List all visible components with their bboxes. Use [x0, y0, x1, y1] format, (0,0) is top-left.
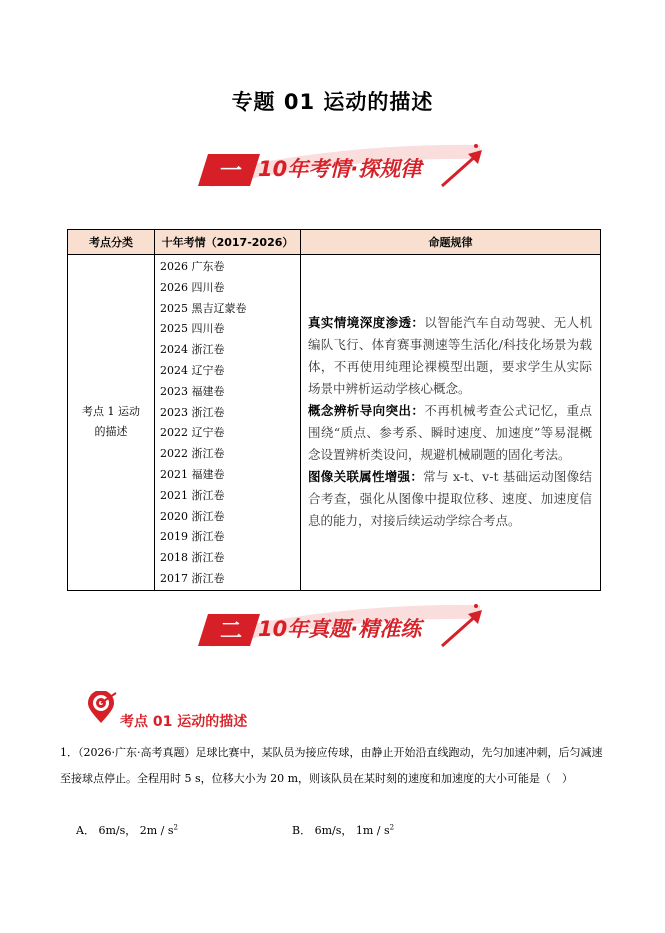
year-item: 2025 黑吉辽蒙卷	[160, 301, 247, 315]
banner-number: 一	[219, 159, 242, 184]
rule-heading: 图像关联属性增强：	[308, 469, 424, 485]
banner-label: 10年真题·精准练	[258, 617, 422, 641]
rule-heading: 真实情境深度渗透：	[308, 315, 425, 331]
year-item: 2018 浙江卷	[160, 551, 225, 565]
point-heading-label: 考点 01 运动的描述	[120, 714, 248, 730]
rule-paragraph	[308, 466, 592, 532]
category-label: 考点 1 运动的描述	[82, 405, 140, 439]
year-item: 2022 浙江卷	[160, 447, 225, 461]
year-item: 2025 四川卷	[160, 322, 225, 336]
table-header-row	[68, 230, 601, 255]
rule-text: 常与 x-t、v-t 基础运动图像结合考查，强化从图像中提取位移、速度、加速度信息的能力，对接后续运动学综合考点。	[308, 469, 592, 529]
point-heading	[84, 691, 384, 730]
rule-text: 以智能汽车自动驾驶、无人机编队飞行、体育赛事测速等生活化/科技化场景为载体，不再使用纯理论裸模型出题，要求学生从实际场景中辨析运动学核心概念。	[308, 315, 592, 397]
rules-cell	[301, 255, 601, 591]
rule-paragraph	[308, 312, 592, 400]
year-item: 2023 浙江卷	[160, 405, 225, 419]
header-category: 考点分类	[68, 230, 155, 255]
year-item: 2024 浙江卷	[160, 343, 225, 357]
header-rules: 命题规律	[301, 230, 601, 255]
header-years: 十年考情（2017-2026）	[155, 230, 301, 255]
year-item: 2024 辽宁卷	[160, 363, 225, 377]
option-speed: 6m/s，	[314, 824, 353, 837]
rule-heading: 概念辨析导向突出：	[308, 403, 425, 419]
page-title: 专题 01 运动的描述	[231, 90, 434, 114]
option-b[interactable]	[292, 822, 394, 838]
option-a[interactable]	[76, 822, 178, 838]
year-item: 2019 浙江卷	[160, 530, 225, 544]
year-item: 2017 浙江卷	[160, 571, 225, 585]
option-exponent: 2	[389, 823, 395, 832]
option-speed: 6m/s，	[98, 824, 137, 837]
year-item: 2021 福建卷	[160, 467, 225, 481]
option-accel: 1m / s	[355, 824, 390, 837]
option-accel: 2m / s	[139, 824, 174, 837]
option-letter: A．	[76, 824, 95, 837]
exam-info-table	[67, 229, 601, 591]
section-banner-2	[180, 600, 500, 656]
question-text: 1．（2026·广东·高考真题）足球比赛中，某队员为接应传球，由静止开始沿直线跑动，先匀加速冲刺，后匀减速至接球点停止。全程用时 5 s，位移大小为 20 m，则该队员在某时刻的速度和加速度的大小可能是（ ）	[60, 746, 603, 785]
category-cell	[68, 255, 155, 591]
rule-paragraph	[308, 400, 592, 466]
banner-number: 二	[219, 619, 242, 644]
option-letter: B．	[292, 824, 312, 837]
section-banner-1	[180, 140, 500, 196]
option-exponent: 2	[173, 823, 178, 832]
year-item: 2022 辽宁卷	[160, 426, 225, 440]
year-item: 2023 福建卷	[160, 384, 225, 398]
year-item: 2021 浙江卷	[160, 488, 225, 502]
year-item: 2026 四川卷	[160, 280, 225, 294]
years-cell	[155, 255, 301, 591]
year-item: 2026 广东卷	[160, 260, 225, 273]
year-item: 2020 浙江卷	[160, 509, 225, 523]
banner-label: 10年考情·探规律	[258, 157, 422, 181]
target-icon	[84, 691, 118, 725]
table-row	[68, 255, 601, 591]
rule-text: 不再机械考查公式记忆，重点围绕“质点、参考系、瞬时速度、加速度”等易混概念设置辨析类设问，规避机械刷题的固化考法。	[308, 403, 592, 463]
